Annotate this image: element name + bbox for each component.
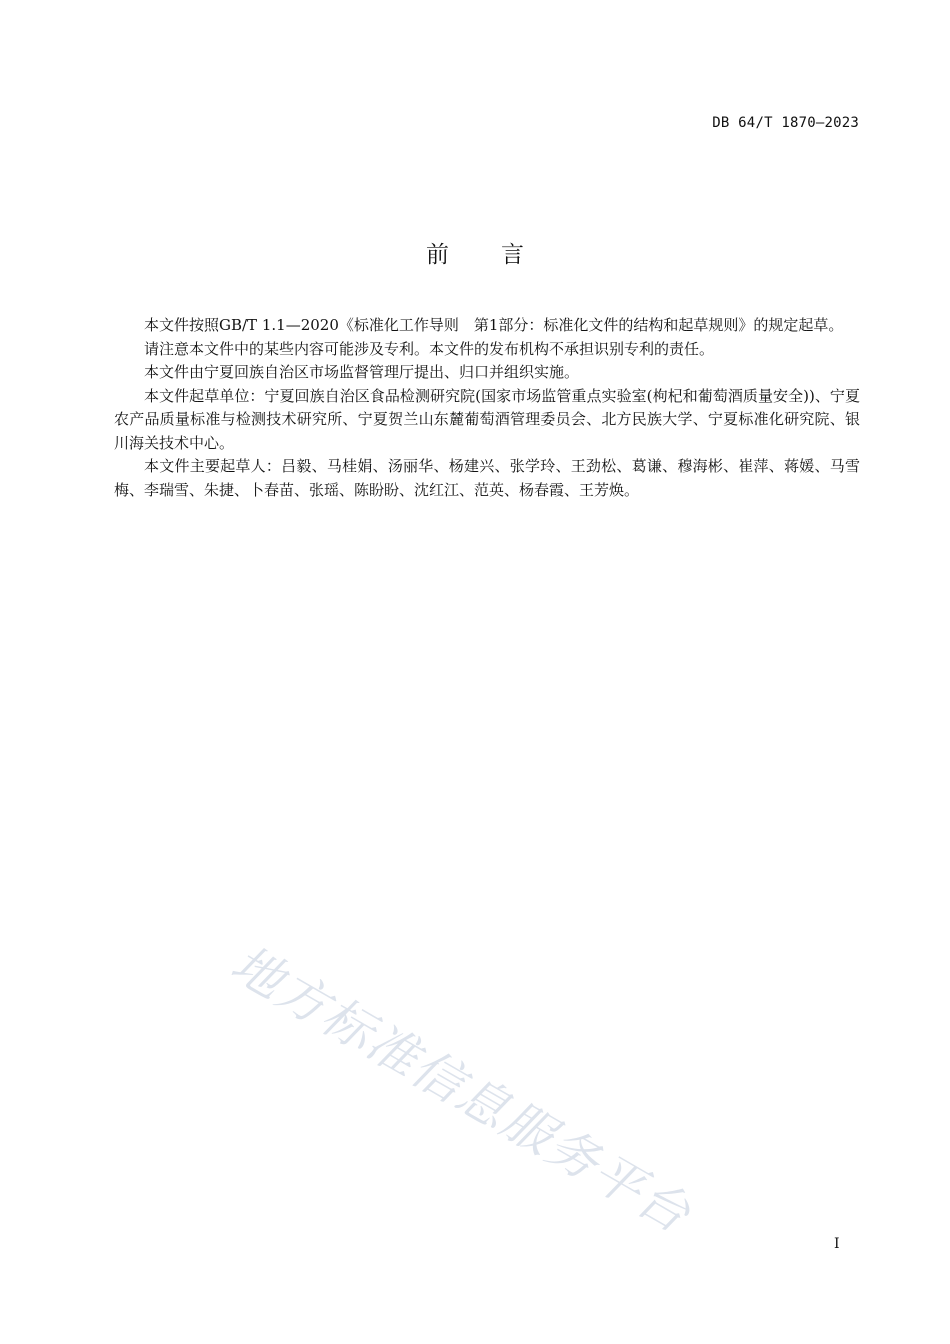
page-title: 前言 bbox=[426, 242, 576, 268]
paragraph-proposer: 本文件由宁夏回族自治区市场监督管理厅提出、归口并组织实施。 bbox=[144, 363, 580, 381]
watermark: 地方标准信息服务平台 bbox=[221, 934, 701, 1245]
foreword-body bbox=[114, 314, 860, 502]
paragraph-patent-notice: 请注意本文件中的某些内容可能涉及专利。本文件的发布机构不承担识别专利的责任。 bbox=[144, 339, 715, 358]
paragraph-drafting-rules: 本文件按照GB/T 1.1—2020《标准化工作导则 第1部分：标准化文件的结构和起草规则》的规定起草。 bbox=[144, 316, 844, 334]
paragraph-drafting-units: 本文件起草单位：宁夏回族自治区食品检测研究院(国家市场监管重点实验室(枸杞和葡萄酒质量安全))、宁夏农产品质量标准与检测技术研究所、宁夏贺兰山东麓葡萄酒管理委员会、北方民族大学、宁夏标准化研究院、银川海关技术中心。 bbox=[114, 386, 860, 452]
paragraph-drafters: 本文件主要起草人：吕毅、马桂娟、汤丽华、杨建兴、张学玲、王劲松、葛谦、穆海彬、崔萍、蒋媛、马雪梅、李瑞雪、朱捷、卜春苗、张瑶、陈盼盼、沈红江、范英、杨春霞、王芳焕。 bbox=[114, 457, 860, 499]
document-code: DB 64/T 1870—2023 bbox=[712, 115, 859, 131]
page-number: I bbox=[834, 1236, 840, 1252]
